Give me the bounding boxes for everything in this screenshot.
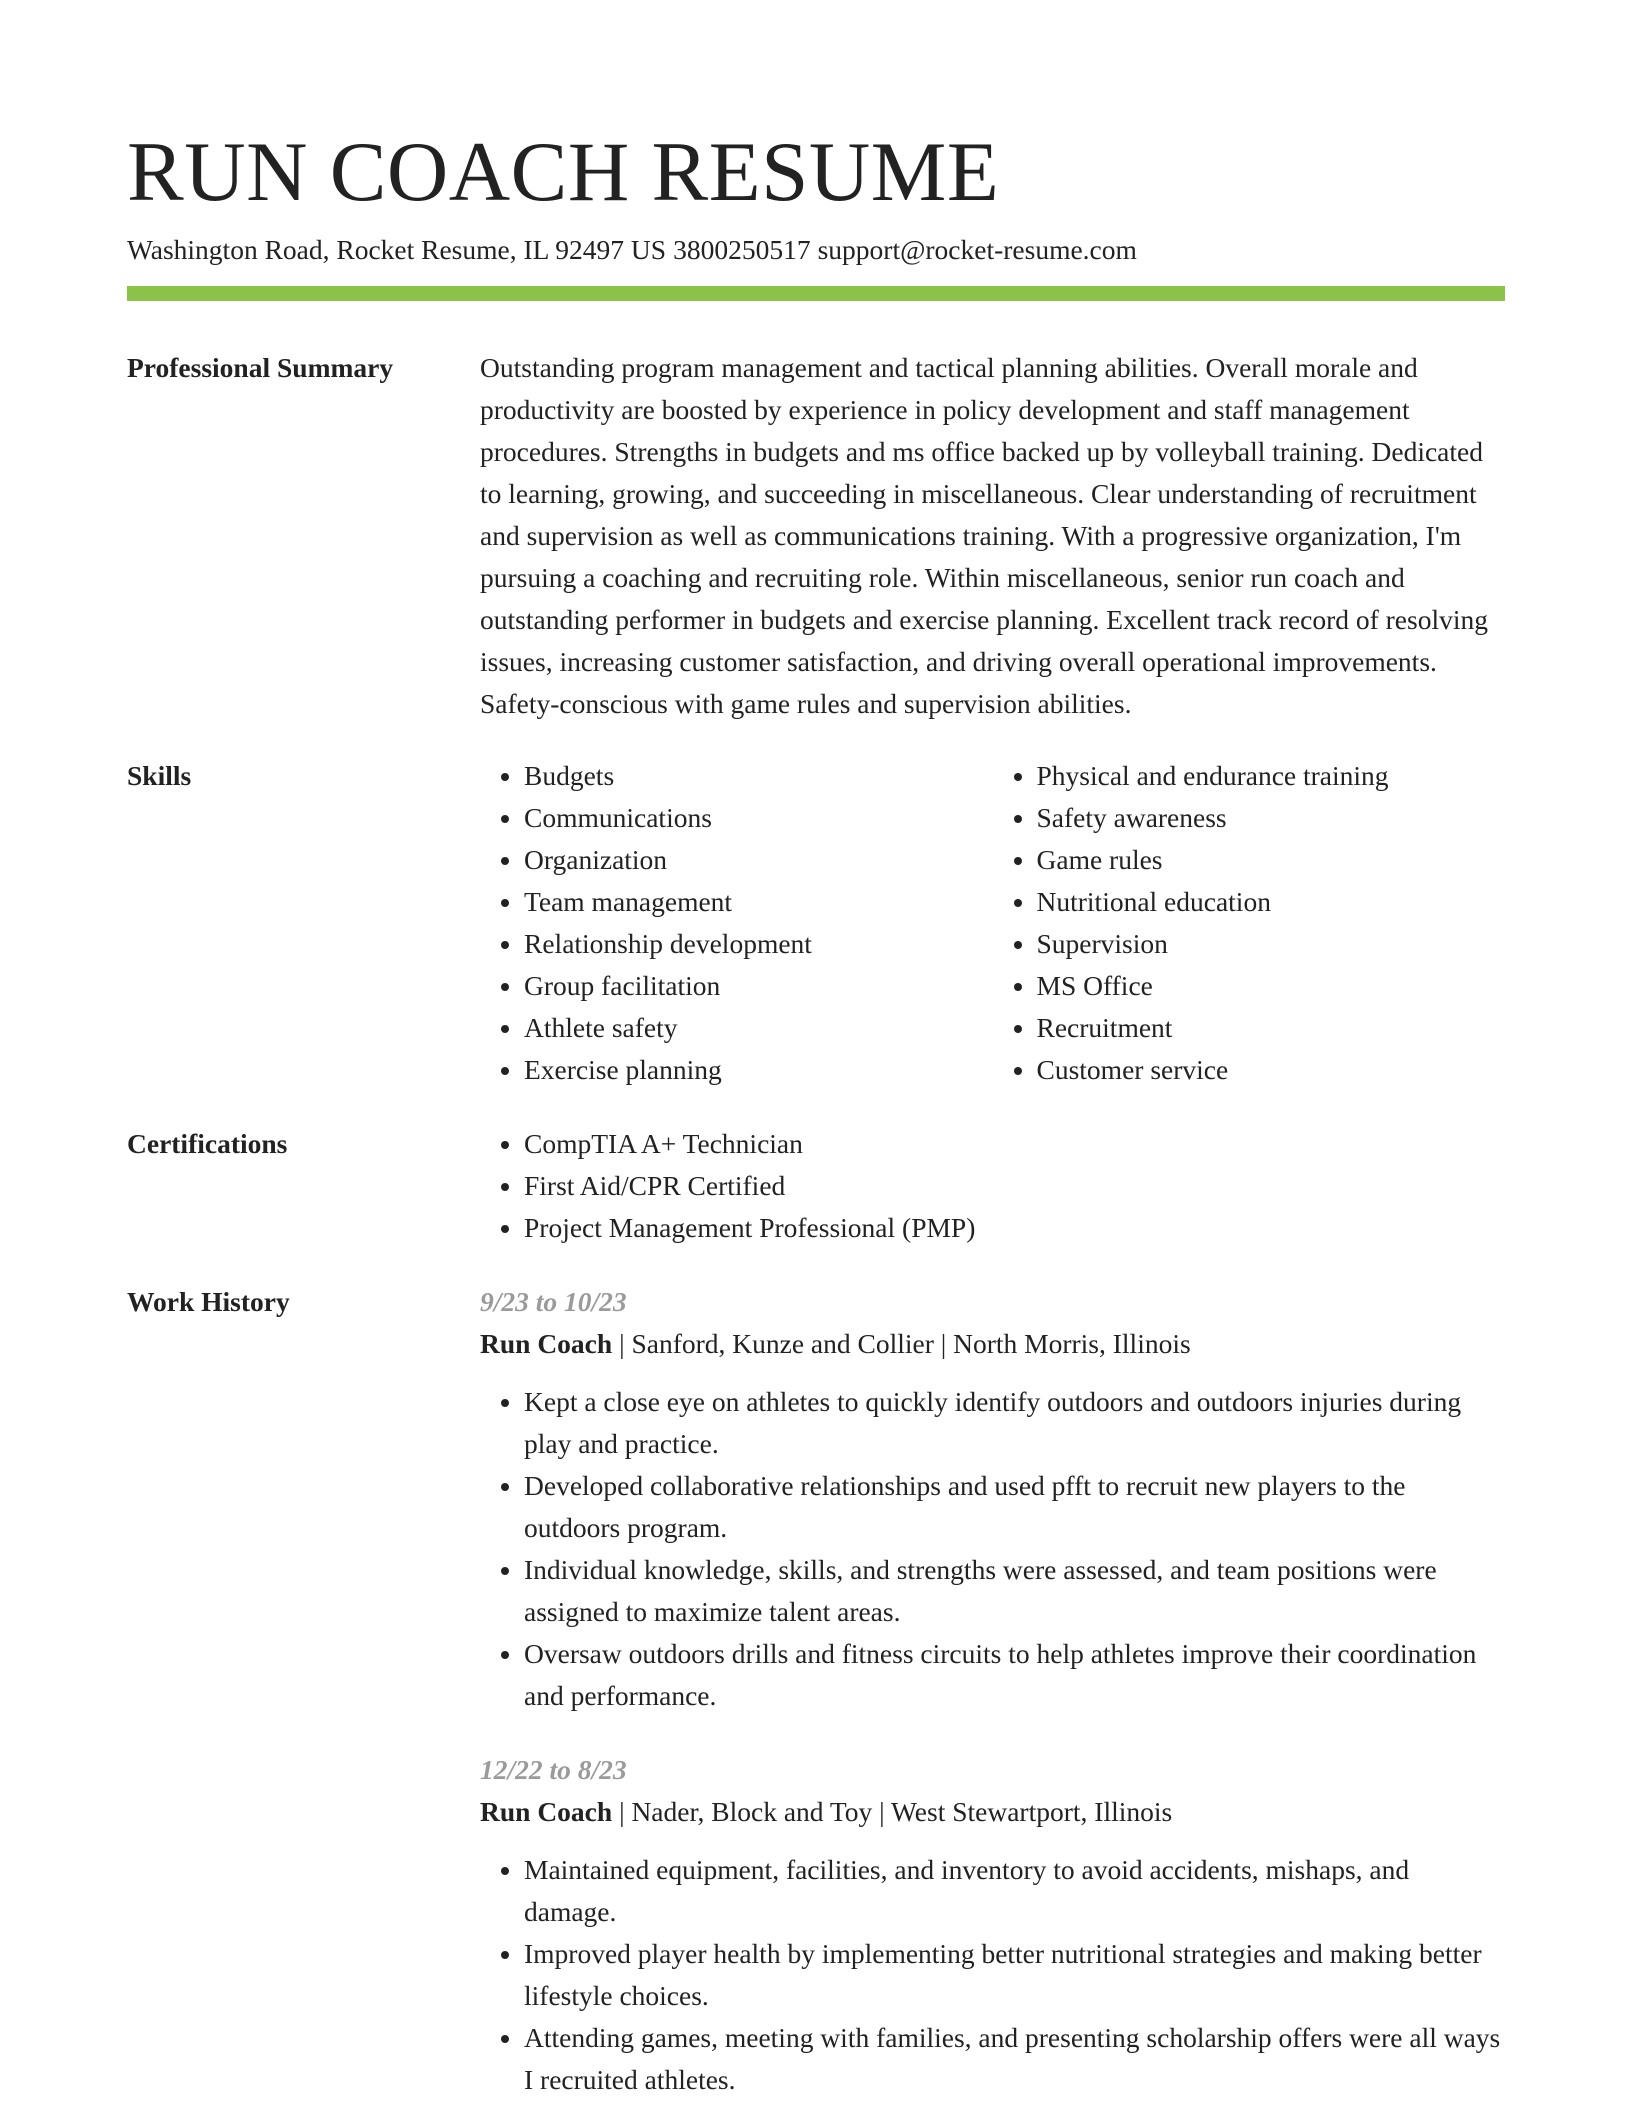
skill-item: • Exercise planning (524, 1049, 993, 1091)
skill-item: • Recruitment (1037, 1007, 1506, 1049)
job-heading (480, 1791, 1505, 1833)
skill-item: • Group facilitation (524, 965, 993, 1007)
job-title: Run Coach (480, 1796, 613, 1827)
certification-item: • First Aid/CPR Certified (524, 1165, 1505, 1207)
certification-item: • Project Management Professional (PMP) (524, 1207, 1505, 1249)
skill-item: • Communications (524, 797, 993, 839)
job-bullets (480, 1381, 1505, 1717)
contact-line (127, 230, 1137, 270)
contact-phone: 3800250517 (673, 234, 811, 265)
certification-item: • CompTIA A+ Technician (524, 1123, 1505, 1165)
contact-email: support@rocket-resume.com (817, 234, 1137, 265)
skill-item: • MS Office (1037, 965, 1506, 1007)
skill-item: • Supervision (1037, 923, 1506, 965)
job-bullet: • Attending games, meeting with families, and presenting scholarship offers were all ways I recruited athletes. (524, 2017, 1505, 2101)
job-bullet: • Oversaw outdoors drills and fitness circuits to help athletes improve their coordination and performance. (524, 1633, 1505, 1717)
skill-item: • Safety awareness (1037, 797, 1506, 839)
job-bullet: • Developed collaborative relationships and used pfft to recruit new players to the outdoors program. (524, 1465, 1505, 1549)
job-title: Run Coach (480, 1328, 613, 1359)
skill-item: • Organization (524, 839, 993, 881)
job-bullet: • Maintained equipment, facilities, and inventory to avoid accidents, mishaps, and damage. (524, 1849, 1505, 1933)
job-entry (480, 1749, 1505, 2101)
job-heading (480, 1323, 1505, 1365)
skill-item: • Team management (524, 881, 993, 923)
certifications-list (480, 1123, 1505, 1249)
certifications-label: Certifications (127, 1128, 288, 1159)
job-bullets (480, 1849, 1505, 2101)
job-entry (480, 1281, 1505, 1717)
header-divider (127, 286, 1505, 301)
skill-item: • Game rules (1037, 839, 1506, 881)
skill-item: • Customer service (1037, 1049, 1506, 1091)
job-details: | Sanford, Kunze and Collier | North Morris, Illinois (612, 1328, 1191, 1359)
job-bullet: • Individual knowledge, skills, and strengths were assessed, and team positions were assigned to maximize talent areas. (524, 1549, 1505, 1633)
resume-title: RUN COACH RESUME (127, 125, 1000, 219)
job-dates: 9/23 to 10/23 (480, 1286, 627, 1317)
summary-label: Professional Summary (127, 352, 394, 383)
job-dates: 12/22 to 8/23 (480, 1754, 627, 1785)
job-details: | Nader, Block and Toy | West Stewartport, Illinois (612, 1796, 1173, 1827)
job-bullet: • Improved player health by implementing better nutritional strategies and making better lifestyle choices. (524, 1933, 1505, 2017)
job-bullet: • Kept a close eye on athletes to quickly identify outdoors and outdoors injuries during play and practice. (524, 1381, 1505, 1465)
skills-label: Skills (127, 760, 192, 791)
contact-address: Washington Road, Rocket Resume, IL 92497 US (127, 234, 667, 265)
skills-left-list (480, 755, 993, 1091)
work-history-label: Work History (127, 1286, 290, 1317)
skill-item: • Relationship development (524, 923, 993, 965)
summary-text: Outstanding program management and tactical planning abilities. Overall morale and productivity are boosted by experience in policy development and staff management procedures. Strengths in budgets and ms office backed up by volleyball training. Dedicated to learning, growing, and succeeding in miscellaneous. Clear understanding of recruitment and supervision as well as communications training. With a progressive organization, I'm pursuing a coaching and recruiting role. Within miscellaneous, senior run coach and outstanding performer in budgets and exercise planning. Excellent track record of resolving issues, increasing customer satisfaction, and driving overall operational improvements. Safety-conscious with game rules and supervision abilities. (480, 352, 1488, 719)
skill-item: • Budgets (524, 755, 993, 797)
skill-item: • Physical and endurance training (1037, 755, 1506, 797)
skills-right-list (993, 755, 1506, 1091)
skill-item: • Athlete safety (524, 1007, 993, 1049)
skill-item: • Nutritional education (1037, 881, 1506, 923)
